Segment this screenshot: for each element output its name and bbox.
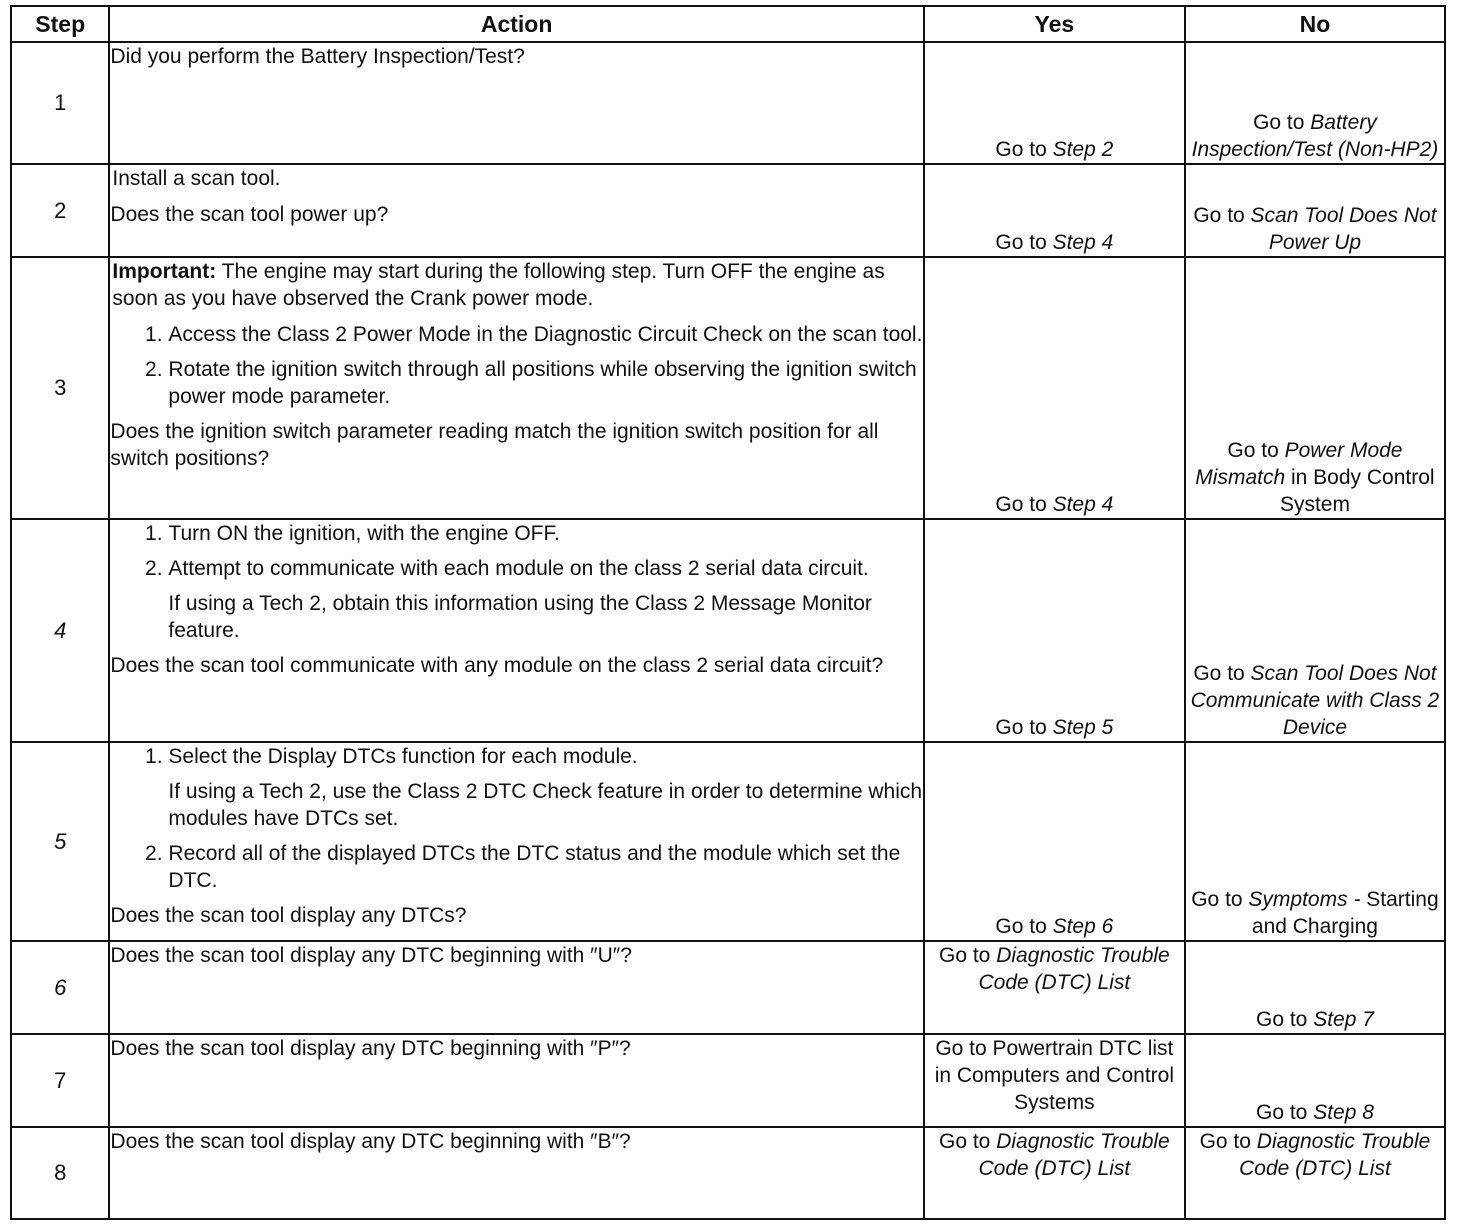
step-number: 7 <box>11 1034 109 1127</box>
table-row <box>11 164 1445 257</box>
diagnostic-table <box>10 5 1446 1220</box>
action-question: Does the scan tool power up? <box>110 203 389 226</box>
no-prefix: Go to <box>1253 111 1311 134</box>
yes-link[interactable]: Step 5 <box>1052 716 1114 739</box>
no-cell[interactable] <box>1185 1034 1445 1127</box>
action-sub-note: If using a Tech 2, obtain this information using the Class 2 Message Monitor feature. <box>168 592 872 642</box>
no-suffix: in Body Control System <box>1279 466 1435 516</box>
no-cell[interactable] <box>1185 257 1445 519</box>
yes-link[interactable]: Diagnostic Trouble Code (DTC) List <box>978 944 1170 994</box>
no-cell[interactable] <box>1185 742 1445 941</box>
no-suffix: Starting and Charging <box>1251 888 1439 938</box>
yes-prefix: Go to <box>995 716 1053 739</box>
list-item: 1. Access the Class 2 Power Mode in the Diagnostic Circuit Check on the scan tool. <box>168 321 922 348</box>
action-question: Does the scan tool display any DTC beginning with ″P″? <box>110 1037 631 1060</box>
header-yes: Yes <box>924 6 1185 42</box>
yes-cell[interactable] <box>924 1034 1185 1127</box>
list-item: 2. Record all of the displayed DTCs the DTC status and the module which set the DTC. <box>168 840 922 894</box>
step-number: 4 <box>11 519 109 742</box>
yes-cell[interactable] <box>924 941 1185 1034</box>
step-number: 3 <box>11 257 109 519</box>
action-cell <box>109 164 923 257</box>
header-step: Step <box>11 6 109 42</box>
no-prefix: Go to <box>1255 1008 1314 1031</box>
table-row <box>11 257 1445 519</box>
no-prefix: Go to <box>1191 888 1249 911</box>
table-row <box>11 519 1445 742</box>
action-cell <box>109 941 923 1034</box>
yes-link[interactable]: Diagnostic Trouble Code (DTC) List <box>978 1130 1170 1180</box>
yes-link[interactable]: Step 4 <box>1052 493 1114 516</box>
yes-prefix: Go to <box>995 915 1053 938</box>
no-prefix: Go to <box>1199 1130 1257 1153</box>
table-row <box>11 742 1445 941</box>
yes-prefix: Go to <box>995 493 1053 516</box>
no-prefix: Go to <box>1193 662 1251 685</box>
action-steps-list <box>110 321 922 410</box>
yes-link[interactable]: Step 6 <box>1052 915 1114 938</box>
no-prefix: Go to <box>1227 439 1285 462</box>
no-cell[interactable] <box>1185 519 1445 742</box>
action-cell <box>109 519 923 742</box>
yes-link[interactable]: Step 4 <box>1052 231 1114 254</box>
yes-cell[interactable] <box>924 42 1185 164</box>
action-cell <box>109 257 923 519</box>
table-row <box>11 941 1445 1034</box>
yes-prefix: Go to <box>995 138 1053 161</box>
action-cell <box>109 1127 923 1219</box>
header-action: Action <box>109 6 923 42</box>
no-link[interactable]: Scan Tool Does Not Communicate with Class 2 Device <box>1190 662 1440 739</box>
yes-prefix: Go to <box>938 1130 997 1153</box>
yes-text[interactable]: Go to Powertrain DTC list in Computers and Control Systems <box>934 1037 1174 1114</box>
no-cell[interactable] <box>1185 42 1445 164</box>
no-link[interactable]: Battery Inspection/Test (Non-HP2) <box>1191 111 1439 161</box>
step-number: 2 <box>11 164 109 257</box>
list-item: 1. Select the Display DTCs function for each module. <box>168 743 922 770</box>
no-link[interactable]: Diagnostic Trouble Code (DTC) List <box>1239 1130 1431 1180</box>
action-question: Does the scan tool display any DTC beginning with ″B″? <box>110 1130 631 1153</box>
action-cell <box>109 42 923 164</box>
no-prefix: Go to <box>1193 204 1251 227</box>
action-steps-list <box>110 520 922 582</box>
no-prefix: Go to <box>1255 1101 1314 1124</box>
no-cell[interactable] <box>1185 1127 1445 1219</box>
no-link[interactable]: Power Mode Mismatch <box>1195 439 1403 489</box>
yes-link[interactable]: Step 2 <box>1052 138 1114 161</box>
step-number: 5 <box>11 742 109 941</box>
yes-cell[interactable] <box>924 1127 1185 1219</box>
no-link[interactable]: Symptoms - <box>1248 888 1361 911</box>
action-sub-note: If using a Tech 2, use the Class 2 DTC Check feature in order to determine which modules have DTCs set. <box>168 780 923 830</box>
action-question: Does the scan tool display any DTC beginning with ″U″? <box>110 944 632 967</box>
list-item: 1. Turn ON the ignition, with the engine OFF. <box>168 520 922 547</box>
table-row <box>11 42 1445 164</box>
action-question: Does the scan tool display any DTCs? <box>110 904 467 927</box>
step-number: 8 <box>11 1127 109 1219</box>
no-cell[interactable] <box>1185 941 1445 1034</box>
no-link[interactable]: Scan Tool Does Not Power Up <box>1250 204 1437 254</box>
step-number: 6 <box>11 941 109 1034</box>
header-no: No <box>1185 6 1445 42</box>
important-note <box>112 258 922 312</box>
header-row <box>11 6 1445 42</box>
important-label: Important: <box>112 260 217 283</box>
no-link[interactable]: Step 8 <box>1313 1101 1374 1124</box>
list-item: 2. Rotate the ignition switch through all positions while observing the ignition switch power mode parameter. <box>168 356 922 410</box>
step-number: 1 <box>11 42 109 164</box>
action-steps-list <box>110 743 922 770</box>
table-row <box>11 1127 1445 1219</box>
list-item: 2. Attempt to communicate with each module on the class 2 serial data circuit. <box>168 555 922 582</box>
yes-prefix: Go to <box>995 231 1053 254</box>
yes-cell[interactable] <box>924 742 1185 941</box>
action-instruction: Install a scan tool. <box>112 167 281 190</box>
yes-cell[interactable] <box>924 164 1185 257</box>
action-question: Did you perform the Battery Inspection/Test? <box>110 45 525 68</box>
action-cell <box>109 742 923 941</box>
action-cell <box>109 1034 923 1127</box>
table-row <box>11 1034 1445 1127</box>
important-text: The engine may start during the following step. Turn OFF the engine as soon as you have observed the Crank power mode. <box>112 260 885 310</box>
action-steps-list <box>110 840 922 894</box>
yes-cell[interactable] <box>924 519 1185 742</box>
action-question: Does the scan tool communicate with any module on the class 2 serial data circuit? <box>110 654 884 677</box>
no-link[interactable]: Step 7 <box>1313 1008 1374 1031</box>
yes-prefix: Go to <box>938 944 997 967</box>
yes-cell[interactable] <box>924 257 1185 519</box>
action-question: Does the ignition switch parameter reading match the ignition switch position for all switch positions? <box>110 420 879 470</box>
no-cell[interactable] <box>1185 164 1445 257</box>
